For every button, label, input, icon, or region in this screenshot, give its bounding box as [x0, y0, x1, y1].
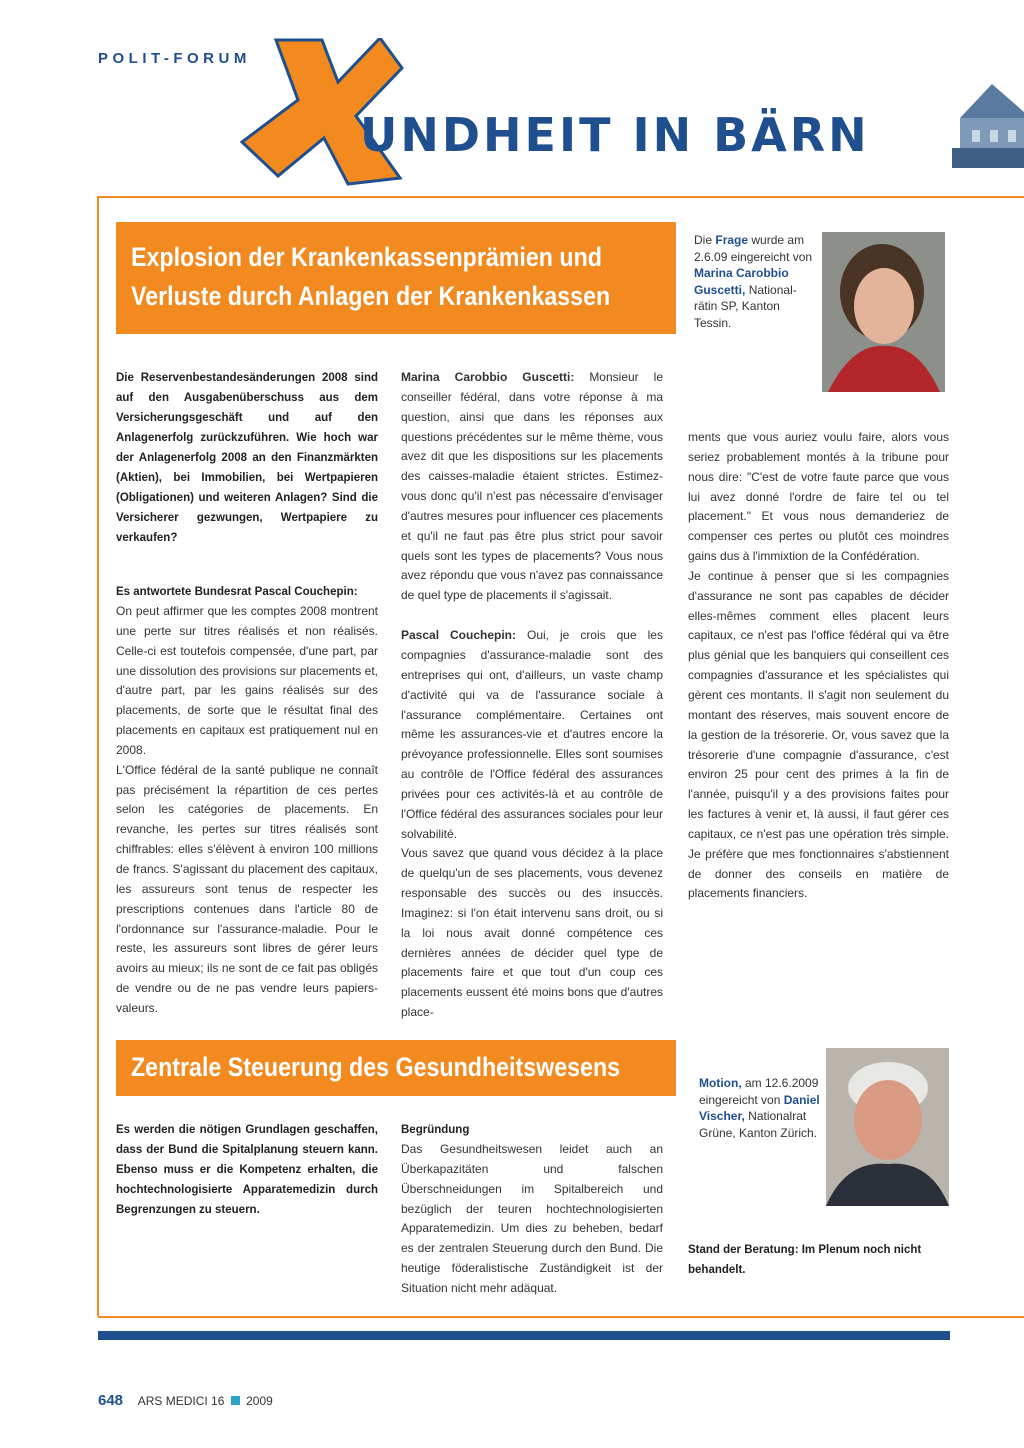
sidebar-text: am 12.6.2009 eingereicht von	[699, 1076, 819, 1107]
reason-label: Begründung	[401, 1124, 470, 1136]
sidebar-author-name: Marina Carobbio	[694, 266, 789, 280]
article1-left-column	[116, 368, 378, 1019]
status-text: Stand der Beratung: Im Plenum noch nicht behandelt.	[688, 1244, 922, 1276]
speech-text: Vous savez que quand vous décidez à la place de quelqu'un de ses placements, vous devenez responsable des succès ou des insuccès. Imaginez: si l'on était intervenu sans droit, ou si la loi nous avait donné compétence ces dernières années de décider quel type de placements faire et que tout d'un coup ces placements eussent été moins bons que d'autres place-	[401, 846, 663, 1020]
journal-name: ARS MEDICI 16	[137, 1394, 225, 1408]
speaker-name: Pascal Couchepin:	[401, 628, 517, 643]
footer	[98, 1392, 273, 1409]
article1-title-band	[116, 222, 676, 334]
bottom-blue-rule	[98, 1331, 950, 1340]
article1-answer-paragraph: L'Office fédéral de la santé publique ne connaît pas précisément la répartition de ces pertes selon les catégories de placements. En revanche, les pertes sur titres réalisés sont chiffrables: elles s'élèvent à environ 100 millions de francs. S'agissant du placement des capitaux, les assureurs sont tenus de respecter les prescriptions contenues dans l'article 80 de l'ordonnance sur l'assurance-maladie. Pour le reste, les assureurs sont libres de gérer leurs avoirs au mieux; ils ne sont de ce fait pas obligés de vendre ou de ne pas vendre leurs papiers-valeurs.	[116, 762, 378, 1015]
sidebar-label-motion: Motion,	[699, 1076, 742, 1090]
article1-title-line2: Verluste durch Anlagen der Krankenkassen	[131, 281, 611, 311]
article2-sidebar	[699, 1075, 823, 1141]
article2-status	[688, 1240, 950, 1280]
rubric-label: POLIT-FORUM	[98, 50, 251, 67]
sidebar-text: wurde am 2.6.09 eingereicht von	[694, 233, 813, 264]
article1-right-column	[688, 428, 949, 904]
article1-question: Die Reservenbestandesänderungen 2008 sind auf den Ausgabenüberschuss aus dem Versicherungsgeschäft und auf den Anlagenerfolg zurückzuführen. Wie hoch war der Anlagenerfolg 2008 an den Finanzmärkten (Aktien), bei Immobilien, bei Wertpapieren (Obligationen) und weiteren Anlagen? Sind die Versicherer gezwungen, Wertpapiere zu verkaufen?	[116, 372, 378, 544]
article2-middle-column	[401, 1120, 663, 1299]
sidebar-author-name: Guscetti,	[694, 282, 746, 297]
square-icon	[231, 1396, 240, 1405]
reason-text: Das Gesundheitswesen leidet auch an Überkapazitäten und falschen Überschneidungen im Spitalbereich und bezüglich der teuren hochtechnologisierten Apparatemedizin. Um dies zu beheben, bedarf es der zentralen Steuerung durch den Bund. Die heutige föderalistische Zuständigkeit ist der Situation nicht mehr adäquat.	[401, 1142, 663, 1295]
journal-year: 2009	[246, 1394, 273, 1408]
article2-title: Zentrale Steuerung des Gesundheitswesens	[131, 1052, 621, 1082]
frame-bottom-rule	[98, 1316, 1024, 1318]
sidebar-label-frage: Frage	[715, 233, 749, 247]
headline: UNDHEIT IN BÄRN	[360, 108, 870, 162]
speech-text: ments que vous auriez voulu faire, alors vous seriez probablement montés à la tribune pour nous dire: "C'est de votre faute parce que vous lui avez donné l'ordre de faire tel ou tel placement." Et vous nous demanderiez de compenser ces pertes ou plutôt ces moindres gains dus à l'immixtion de la Confédération.	[688, 430, 949, 564]
article1-middle-column	[401, 368, 663, 1023]
author-photo-vischer	[826, 1048, 949, 1206]
sidebar-author-name: Daniel Vischer,	[699, 1092, 820, 1123]
speech-text: Je continue à penser que si les compagnies d'assurance ne sont pas capables de décider elles-mêmes comment elles placent leurs capitaux, ce n'est pas l'office fédéral qui va être plus génial que les banquiers qui conseillent ces compagnies d'assurance et les spécialistes qui gèrent ces montants. Il s'agit non seulement du montant des réserves, mais souvent encore de la gestion de la trésorerie. Or, vous savez que la trésorerie d'une compagnie d'assurance, c'est environ 25 pour cent des primes à la fin de l'année, puisqu'il y a des provisions faites pour les factures à venir et, là aussi, il faut gérer ces capitaux, ce n'est pas une opération très simple. Je préfère que mes fonctionnaires s'abstiennent de donner des conseils en matière de placements financiers.	[688, 568, 949, 901]
frame-left-rule	[97, 196, 99, 1316]
sidebar-text: National-rätin SP, Kanton Tessin.	[694, 282, 797, 330]
article1-answer-paragraph: On peut affirmer que les comptes 2008 montrent une perte sur titres réalisés et non réalisés. Celle-ci est toutefois compensée, d'une part, par une dissolution des provisions sur placements et, d'autre part, par les gains réalisés sur des placements, de sorte que le résultat final des placements en capitaux est pratiquement nul en 2008.	[116, 604, 378, 757]
article2-question: Es werden die nötigen Grundlagen geschaffen, dass der Bund die Spitalplanung steuern kann. Ebenso muss er die Kompetenz erhalten, die hochtechnologisierte Apparatemedizin durch Begrenzungen zu steuern.	[116, 1124, 378, 1216]
article1-answer-label: Es antwortete Bundesrat Pascal Couchepin:	[116, 586, 358, 598]
author-photo-carobbio	[822, 232, 945, 392]
frame-top-rule	[98, 196, 1024, 198]
speech-text: Oui, je crois que les compagnies d'assurance-maladie sont des entreprises qui ont, d'ailleurs, un vaste champ d'activité qui va de l'assurance sociale à l'assurance complémentaire. Certaines ont même les assurances-vie et d'autres encore la prévoyance professionnelle. Elles sont soumises au contrôle de l'Office fédéral des assurances privées pour ces activités-là et au contrôle de l'Office fédéral des assurances sociales pour leur solvabilité.	[401, 628, 663, 841]
article2-left-column	[116, 1120, 378, 1220]
portrait-image	[826, 1048, 949, 1206]
article1-title-line1: Explosion der Krankenkassenprämien und	[131, 242, 602, 272]
article1-sidebar	[694, 232, 816, 331]
page-number: 648	[98, 1392, 124, 1409]
building-icon	[952, 78, 1024, 168]
article2-title-band	[116, 1040, 676, 1096]
speech-text: Monsieur le conseiller fédéral, dans votre réponse à ma question, ainsi que dans les réponses aux questions précédentes sur le même thème, vous avez dit que les dispositions sur les placements des caisses-maladie étaient strictes. Estimez-vous donc qu'il n'est pas nécessaire d'envisager d'autres mesures pour influencer ces placements et qu'il ne faut pas être plus strict pour savoir quels sont les types de placements? Vous nous avez répondu que vous n'avez pas connaissance de quel type de placements il s'agissait.	[401, 370, 663, 603]
sidebar-text: Die	[694, 233, 713, 247]
sidebar-text: Nationalrat Grüne, Kanton Zürich.	[699, 1109, 818, 1140]
speaker-name: Marina Carobbio Guscetti:	[401, 370, 575, 384]
portrait-image	[822, 232, 945, 392]
